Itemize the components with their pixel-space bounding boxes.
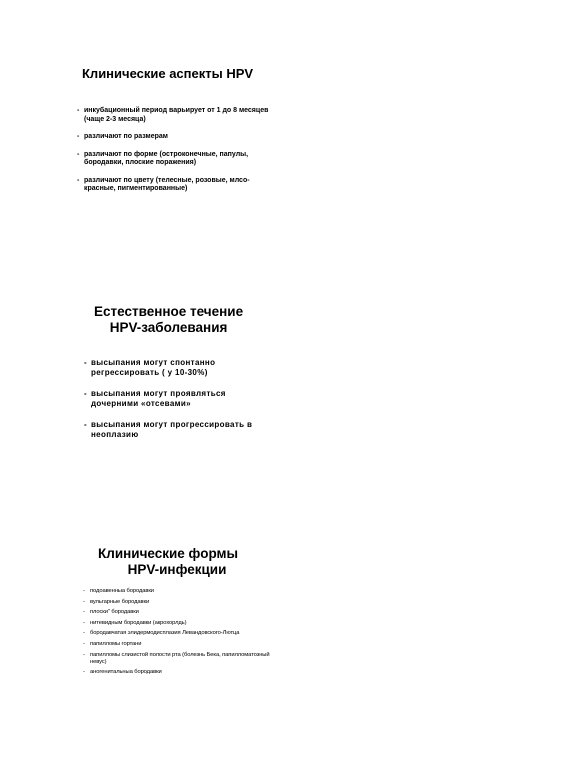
list-item-text: плоски" бородавки <box>90 609 139 616</box>
list-item-text: различают по цвету (телесные, розовые, млсо-красные, пигментированные) <box>84 176 250 192</box>
list-item <box>83 588 280 595</box>
bullet-marker: - <box>83 651 85 658</box>
list-item-text: бородавчатая элидермодисплазия Левандовского-Лютца <box>90 630 240 637</box>
bullet-marker: - <box>83 630 85 637</box>
list-item <box>83 651 280 666</box>
list-item-text: подоавенныа бородавки <box>90 588 154 594</box>
bullet-marker: - <box>77 107 80 114</box>
slide-title-line: Естественное течение <box>94 304 244 319</box>
list-item <box>77 133 274 142</box>
slide-title-line: HPV-заболевания <box>109 320 228 335</box>
list-item <box>83 640 280 648</box>
bullet-list <box>77 107 274 203</box>
bullet-marker: - <box>77 133 80 140</box>
list-item-text: папилломы гортани <box>90 640 142 647</box>
bullet-marker: - <box>77 150 80 158</box>
list-item <box>77 107 274 124</box>
slide-clinical-aspects <box>0 0 583 260</box>
bullet-marker: - <box>83 619 85 626</box>
bullet-list <box>83 588 280 680</box>
list-item-text: высыпания могут прогрессировать в неоплазию <box>91 420 253 439</box>
bullet-marker: - <box>83 640 85 647</box>
bullet-marker: - <box>83 588 85 594</box>
list-item <box>83 619 280 627</box>
list-item <box>84 389 261 409</box>
list-item-text: высыпания могут спонтанно регрессировать ( у 10-30%) <box>91 358 216 377</box>
bullet-marker: - <box>84 358 88 367</box>
slide-title-line: HPV-инфекции <box>127 562 227 577</box>
list-item <box>77 176 274 194</box>
bullet-marker: - <box>84 420 88 429</box>
list-item-text: папилломы слизистой полости рта (болезнь Бека, папилломатозный невус) <box>90 651 270 665</box>
list-item-text: инкубационный период варьирует от 1 до 8 месяцев (чаще 2-3 месяца) <box>84 107 269 123</box>
slide-title <box>94 304 243 336</box>
slide-title: Клинические аспекты HPV <box>82 66 254 81</box>
bullet-marker: - <box>83 598 85 605</box>
list-item-text: высыпания могут проявляться дочерними «отсевами» <box>91 389 226 408</box>
list-item-text: различают по размерам <box>84 133 168 140</box>
list-item-text: различают по форме (остроконечные, папулы, бородавки, плоские поражения) <box>84 150 249 166</box>
slide-title <box>98 546 238 578</box>
bullet-list <box>84 358 261 451</box>
bullet-marker: - <box>83 609 85 616</box>
list-item-text: вульгарные бородавки <box>90 598 150 605</box>
list-item <box>83 630 280 637</box>
list-item <box>77 150 274 168</box>
slide-clinical-forms <box>0 520 583 780</box>
list-item <box>83 598 280 606</box>
list-item <box>84 358 261 378</box>
slide-natural-course <box>0 260 583 520</box>
bullet-marker: - <box>83 669 85 676</box>
list-item <box>84 420 261 440</box>
slide-title-line: Клинические формы <box>98 546 239 561</box>
list-item-text: аногенитальныа бородавки <box>90 669 162 676</box>
bullet-marker: - <box>77 176 80 184</box>
list-item <box>83 669 280 676</box>
bullet-marker: - <box>84 389 88 398</box>
list-item <box>83 609 280 616</box>
list-item-text: нитевидным бородавки (акрохорлдь) <box>90 619 187 626</box>
